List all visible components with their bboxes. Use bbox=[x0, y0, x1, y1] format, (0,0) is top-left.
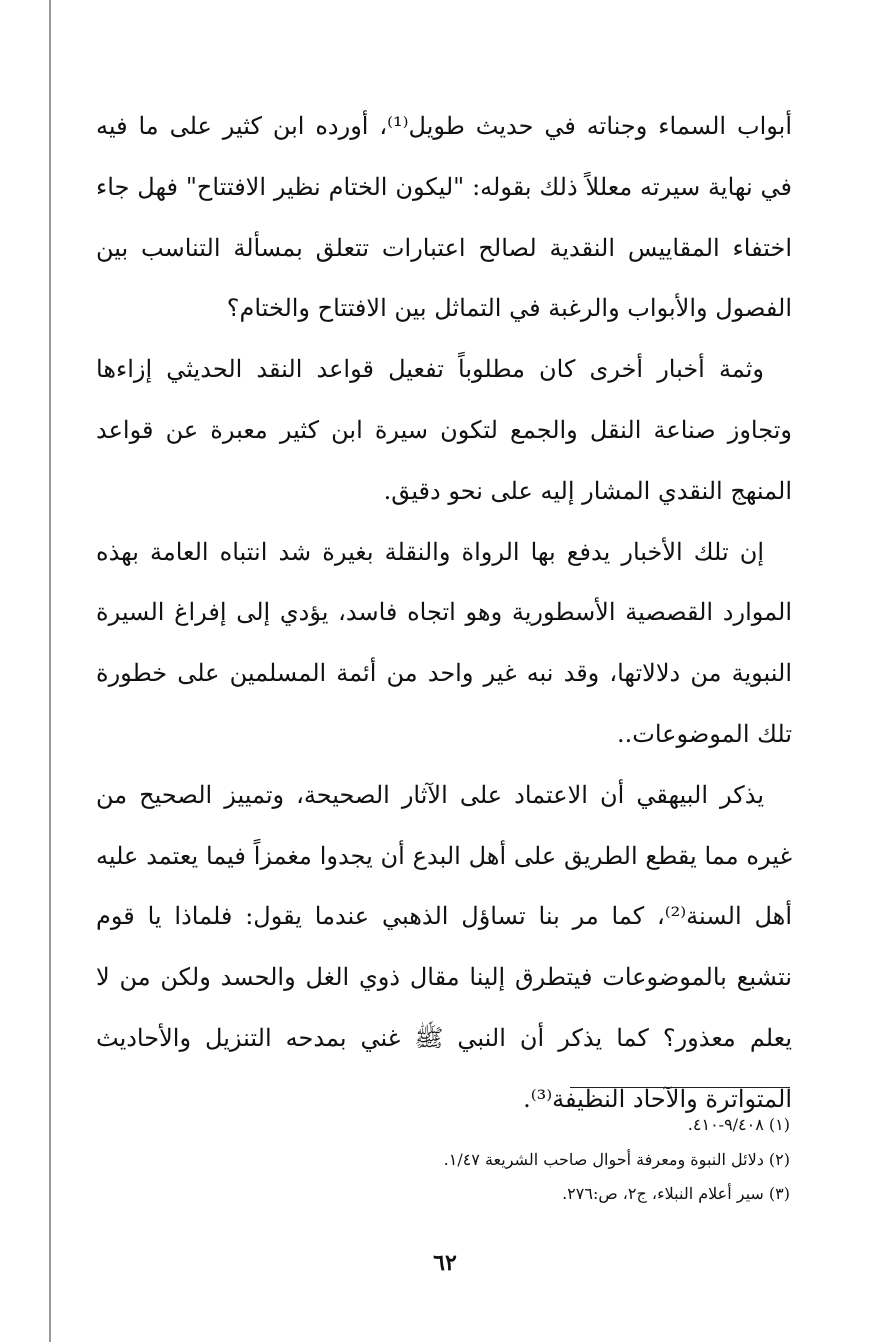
main-text bbox=[96, 96, 792, 1130]
paragraph: إن تلك الأخبار يدفع بها الرواة والنقلة بغيرة شد انتباه العامة بهذه الموارد القصصية الأسطورية وهو اتجاه فاسد، يؤدي إلى إفراغ السيرة النبوية من دلالاتها، وقد نبه غير واحد من أئمة المسلمين على خطورة تلك الموضوعات.. bbox=[96, 537, 792, 748]
paragraph: أبواب السماء وجناته في حديث طويل⁽¹⁾، أورده ابن كثير على ما فيه في نهاية سيرته معللاً ذلك بقوله: "ليكون الختام نظير الافتتاح" فهل جاء اختفاء المقاييس النقدية لصالح اعتبارات تتعلق بمسألة التناسب بين الفصول والأبواب والرغبة في التماثل بين الافتتاح والختام؟ bbox=[96, 112, 793, 323]
footnote: (١) ٩/٤٠٨-٤١٠. bbox=[687, 1115, 790, 1134]
page-number: ٦٢ bbox=[433, 1250, 457, 1276]
paragraph: يذكر البيهقي أن الاعتماد على الآثار الصحيحة، وتمييز الصحيح من غيره مما يقطع الطريق على أهل البدع أن يجدوا مغمزاً فيما يعتمد عليه أهل السنة⁽²⁾، كما مر بنا تساؤل الذهبي عندما يقول: فلماذا يا قوم نتشبع بالموضوعات فيتطرق إلينا مقال ذوي الغل والحسد ولكن من لا يعلم معذور؟ كما يذكر أن النبي ﷺ غني بمدحه التنزيل والأحاديث المتواترة والآحاد النظيفة⁽³⁾. bbox=[96, 780, 793, 1113]
footnote: (٢) دلائل النبوة ومعرفة أحوال صاحب الشريعة ١/٤٧. bbox=[443, 1149, 790, 1169]
footnote: (٣) سير أعلام النبلاء، ج٢، ص:٢٧٦. bbox=[562, 1184, 790, 1203]
paragraph: وثمة أخبار أخرى كان مطلوباً تفعيل قواعد النقد الحديثي إزاءها وتجاوز صناعة النقل والجمع لتكون سيرة ابن كثير معبرة عن قواعد المنهج النقدي المشار إليه على نحو دقيق. bbox=[96, 355, 792, 505]
footnote-separator bbox=[570, 1087, 790, 1088]
footnotes bbox=[300, 1108, 790, 1212]
margin-rule bbox=[49, 0, 51, 1342]
